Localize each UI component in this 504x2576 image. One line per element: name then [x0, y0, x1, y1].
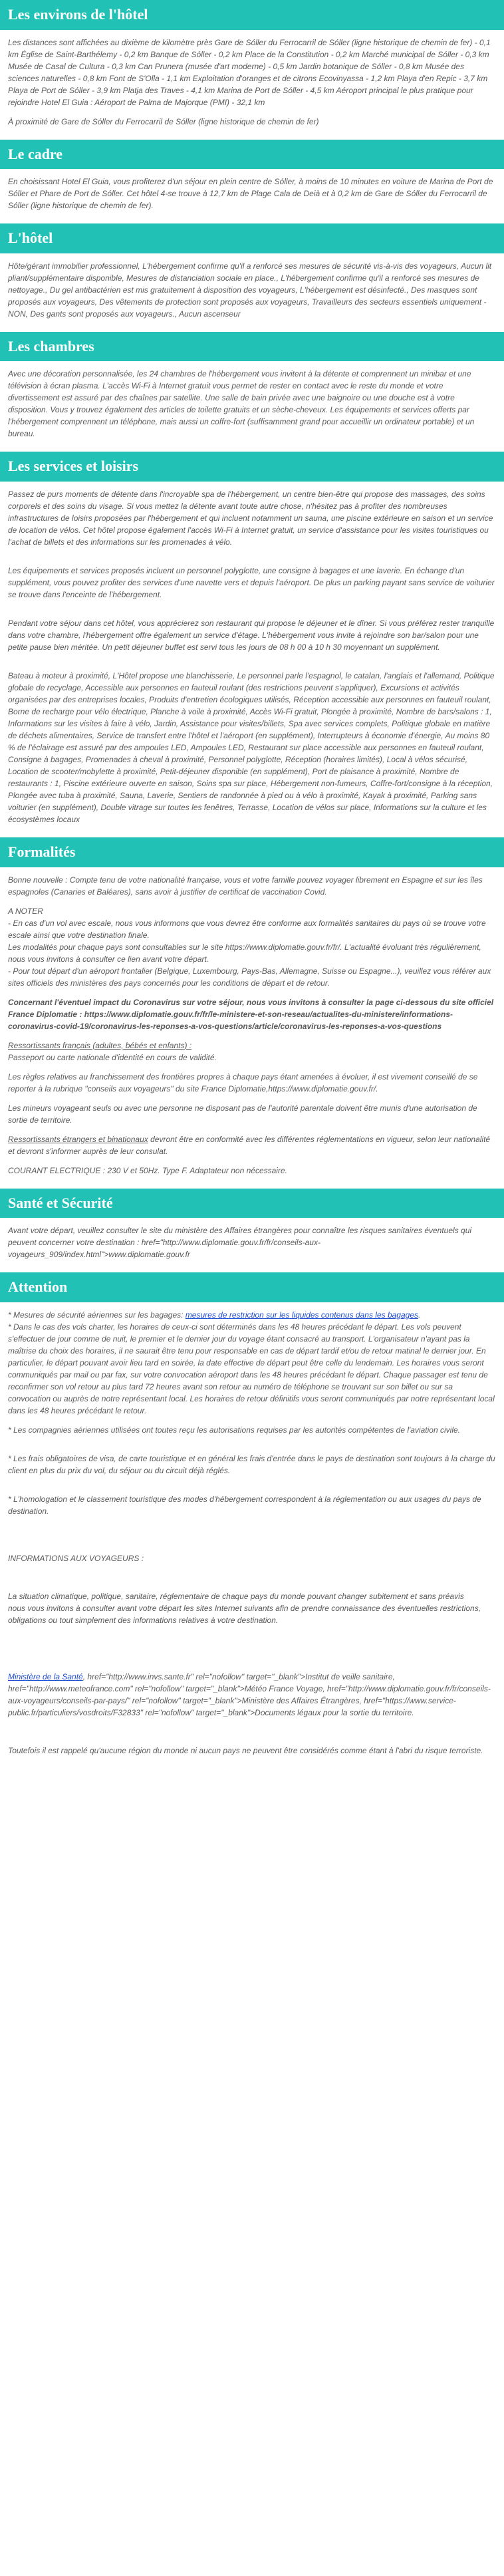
attention-airlines: * Les compagnies aériennes utilisées ont toutes reçu les autorisations requises par les autorités compétentes de l'aviation civile.	[8, 1425, 460, 1435]
services-spa-text: Passez de purs moments de détente dans l'incroyable spa de l'hébergement, un centre bien-être qui propose des massages, des soins corporels et des soins du visage. Si vous mettez la détente avant toute autre chose, n'hésitez pas à profiter des nombreuses infrastructures de loisirs proposées par l'hébergement et qui incluent notamment un sauna, une piscine extérieure en saison et un service de location de vélos. Cet hôtel propose également l'accès Wi-Fi à Internet gratuit, un service d'assistance pour les visites touristiques ou l'achat de billets et des informations sur les promenades à vélo.	[8, 489, 493, 547]
section-attention	[0, 1272, 504, 1757]
attention-info-heading: INFORMATIONS AUX VOYAGEURS :	[8, 1553, 144, 1563]
sante-text: Avant votre départ, veuillez consulter le site du ministère des Affaires étrangères pour connaître les risques sanitaires éventuels qui peuvent concerner votre destination : href="http://www.diplomatie.gouv.fr/fr/conseils-aux-voyageurs_909/index.html">www.diplomatie.gouv.fr	[8, 1226, 472, 1260]
health-ministry-link[interactable]: Ministère de la Santé	[8, 1671, 83, 1681]
services-amenities-list: Bateau à moteur à proximité, L'Hôtel propose une blanchisserie, Le personnel parle l'espagnol, le catalan, l'anglais et l'allemand, Politique globale de recyclage, Accessible aux personnes en fauteuil roulant (des restrictions peuvent s'appliquer), Excursions et activités organisées par des entreprises locales, Produits d'entretien écologiques utilisés, Réception accessible aux personnes en fauteuil roulant, Borne de recharge pour vélo électrique, Planche à voile à proximité, Accès Wi-Fi gratuit, Plongée à proximité, Nombre de bars/salons : 1, Informations sur les visites à faire à vélo, Jardin, Assistance pour visites/billets, Spa avec services complets, Politique globale en matière de déchets alimentaires, Service de transfert entre l'hôtel et l'aéroport (en supplément), Interrupteurs à économie d'énergie, Au moins 80 % de l'éclairage est assuré par des ampoules LED, Ampoules LED, Restaurant sur place accessible aux personnes en fauteuil roulant, Consigne à bagages, Promenades à cheval à proximité, Personnel polyglotte, Réception (horaires limités), Local à vélos sécurisé, Location de scooter/mobylette à proximité, Petit-déjeuner disponible (en supplément), Port de plaisance à proximité, Nombre de restaurants : 1, Piscine extérieure ouverte en saison, Soins spa sur place, Hébergement non-fumeurs, Coffre-fort/consigne à la réception, Plongée avec tuba à proximité, Sauna, Laverie, Sentiers de randonnée à pied ou à vélo à proximité, Kayak à proximité, Parking sans voiturier (en supplément), Double vitrage sur toutes les fenêtres, Terrasse, Location de vélos sur place, Informations sur la culture et les écosystèmes locaux	[8, 670, 495, 824]
formalites-french-nationals-heading: Ressortissants français (adultes, bébés et enfants) :	[8, 1040, 192, 1050]
formalites-border-rules: Les règles relatives au franchissement des frontières propres à chaque pays étant amenées à évoluer, il est vivement conseillé de se reporter à la rubrique "conseils aux voyageurs" du site France Diplomatie,https://www.diplomatie.gouv.fr/.	[8, 1072, 478, 1093]
section-environs	[0, 0, 504, 128]
formalites-foreign-nationals-label: Ressortissants étrangers et binationaux	[8, 1134, 148, 1144]
section-cadre	[0, 140, 504, 212]
section-formalites	[0, 837, 504, 1177]
section-title-sante: Santé et Sécurité	[0, 1189, 504, 1218]
attention-baggage-text: * Mesures de sécurité aériennes sur les bagages:	[8, 1310, 186, 1320]
formalites-note-border-airport: - Pour tout départ d'un aéroport frontalier (Belgique, Luxembourg, Pays-Bas, Allemagne, Suisse ou Espagne...), veuillez vous référer aux sites officiels des ministères des pays concernés pour les conditions de départ et de retour.	[8, 966, 491, 988]
services-restaurant-text: Pendant votre séjour dans cet hôtel, vous apprécierez son restaurant qui propose le déjeuner et le dîner. Si vous préférez rester tranquille dans votre chambre, l'hébergement offre également un service d'étage. L'hébergement vous invite à rejoindre son bar/salon pour une petite pause bien méritée. Un petit déjeuner buffet est servi tous les jours de 08 h 00 à 10 h 30 moyennant un supplément.	[8, 618, 495, 652]
section-title-services: Les services et loisirs	[0, 452, 504, 482]
formalites-note-modalities: Les modalités pour chaque pays sont consultables sur le site https://www.diplomatie.gouv.fr/fr/. L'actualité évoluant très régulièrement, nous vous invitons à consulter ce lien avant votre départ.	[8, 942, 481, 964]
liquids-restriction-link[interactable]: mesures de restriction sur les liquides contenus dans les bagages	[185, 1310, 419, 1320]
formalites-foreign-nationals-text: devront être en conformité avec les différentes réglementations en vigueur, selon leur nationalité et devront s'informer auprès de leur consulat.	[8, 1134, 491, 1156]
formalites-foreign-nationals	[8, 1133, 496, 1157]
section-title-formalites: Formalités	[0, 837, 504, 867]
section-title-hotel: L'hôtel	[0, 223, 504, 253]
attention-visa-fees: * Les frais obligatoires de visa, de carte touristique et en général les frais d'entrée dans le pays de destination sont toujours à la charge du client en plus du prix du vol, du séjour ou du circuit déjà réglés.	[8, 1453, 495, 1475]
section-title-attention: Attention	[0, 1272, 504, 1302]
attention-situation-text: nous vous invitons à consulter avant votre départ les sites Internet suivants afin de prendre connaissance des éventuelles restrictions, obligations ou tout simplement des informations relatives à votre destination.	[8, 1603, 481, 1625]
cadre-text: En choisissant Hotel El Guia, vous profiterez d'un séjour en plein centre de Sóller, à moins de 10 minutes en voiture de Marina de Port de Sóller et Phare de Port de Sóller. Cet hôtel 4-se trouve à 12,7 km de Plage Cala de Deià et à 0,2 km de Gare de Sóller du Ferrocarril de Sóller (ligne historique de chemin de fer).	[8, 177, 493, 211]
environs-proximity: À proximité de Gare de Sóller du Ferrocarril de Sóller (ligne historique de chemin de fer)	[8, 116, 319, 126]
hotel-text: Hôte/gérant immobilier professionnel, L'hébergement confirme qu'il a renforcé ses mesures de sécurité vis-à-vis des voyageurs, Aucun lit pliant/supplémentaire disponible, Mesures de distanciation sociale en place., L'hébergement confirme qu'il a renforcé ses mesures de nettoyage., Du gel antibactérien est mis gratuitement à disposition des voyageurs, L'hébergement est désinfecté., Des masques sont proposés aux voyageurs, Des vêtements de protection sont proposés aux voyageurs, Travailleurs des secteurs essentiels uniquement - NON, Des gants sont proposés aux voyageurs., Aucun ascenseur	[8, 261, 492, 319]
attention-baggage-end: .	[418, 1310, 421, 1320]
formalites-coronavirus: Concernant l'éventuel impact du Coronavirus sur votre séjour, nous vous invitons à consulter la page ci-dessous du site officiel France Diplomatie : https://www.diplomatie.gouv.fr/fr/le-ministere-et-son-reseau/actualites-du-ministere/informations-coronavirus-covid-19/coronavirus-les-reponses-a-vos-questions/article/coronavirus-les-reponses-a-vos-questions	[8, 997, 494, 1031]
section-title-chambres: Les chambres	[0, 332, 504, 362]
attention-links-text: , href="http://www.invs.sante.fr" rel="nofollow" target="_blank">Institut de veille sanitaire, href="http://www.meteofrance.com" rel="nofollow" target="_blank">Météo France Voyage, href="http://www.diplomatie.gouv.fr/fr/conseils-aux-voyageurs/conseils-par-pays/" rel="nofollow" target="_blank">Ministère des Affaires Étrangères, href="https://www.service-public.fr/particuliers/vosdroits/F32833" rel="nofollow" target="_blank">Documents légaux pour la sortie du territoire.	[8, 1671, 491, 1717]
formalites-note-heading: A NOTER	[8, 906, 43, 916]
formalites-minors: Les mineurs voyageant seuls ou avec une personne ne disposant pas de l'autorité parentale doivent être munis d'une autorisation de sortie de territoire.	[8, 1103, 477, 1125]
attention-charter: * Dans le cas des vols charter, les horaires de ceux-ci sont déterminés dans les 48 heures précédant le départ. Les vols peuvent s'effectuer de jour comme de nuit, le premier et le dernier jour du voyage étant consacré au transport. L'organisateur n'ayant pas la maîtrise du choix des horaires, il ne saurait être tenu pour responsable en cas de départ tardif et/ou de retour matinal le dernier jour. En particulier, le départ pouvant avoir lieu tard en soirée, la date effective de départ peut être celle du lendemain. Les horaires vous seront communiqués par mail ou par fax, sur votre convocation aéroport dans les 48 heures précédant le départ. Chaque passager est tenu de reconfirmer son vol retour au plus tard 72 heures avant son retour au numéro de téléphone se trouvant sur son billet ou sur sa convocation ou auprès de notre représentant local. Les horaires de retour définitifs vous seront communiqués par notre représentant local dans les 48 heures précédant le retour.	[8, 1322, 495, 1415]
formalites-french-nationals-doc: Passeport ou carte nationale d'identité en cours de validité.	[8, 1052, 217, 1062]
environs-distances: Les distances sont affichées au dixième de kilomètre près Gare de Sóller du Ferrocarril de Sóller (ligne historique de chemin de fer) - 0,1 km Église de Saint-Barthélemy - 0,2 km Banque de Sóller - 0,2 km Place de la Constitution - 0,2 km Marché municipal de Sóller - 0,3 km Musée de Casal de Cultura - 0,3 km Can Prunera (musée d'art moderne) - 0,5 km Jardin botanique de Sóller - 0,8 km Musée des sciences naturelles - 0,8 km Font de S'Olla - 1,1 km Exploitation d'oranges et de citrons Ecovinyassa - 1,2 km Playa d'en Repic - 3,7 km Playa de Port de Sóller - 3,9 km Platja des Traves - 4,1 km Marina de Port de Sóller - 4,5 km Aéroport principal le plus pratique pour rejoindre Hotel El Guia : Aéroport de Palma de Majorque (PMI) - 32,1 km	[8, 37, 491, 107]
attention-baggage	[8, 1309, 496, 1321]
formalites-electric: COURANT ELECTRIQUE : 230 V et 50Hz. Type F. Adaptateur non nécessaire.	[8, 1165, 287, 1175]
section-services	[0, 452, 504, 825]
section-title-environs: Les environs de l'hôtel	[0, 0, 504, 30]
formalites-note-stopover: - En cas d'un vol avec escale, nous vous informons que vous devrez être conforme aux formalités sanitaires du pays où se trouve votre escale ainsi que votre destination finale.	[8, 918, 486, 940]
formalites-intro: Bonne nouvelle : Compte tenu de votre nationalité française, vous et votre famille pouvez voyager librement en Espagne et sur les îles espagnoles (Canaries et Baléares), sans avoir à justifier de certificat de vaccination Covid.	[8, 875, 483, 897]
attention-terrorism: Toutefois il est rappelé qu'aucune région du monde ni aucun pays ne peuvent être considérés comme étant à l'abri du risque terroriste.	[8, 1745, 483, 1755]
section-title-cadre: Le cadre	[0, 140, 504, 170]
chambres-text: Avec une décoration personnalisée, les 24 chambres de l'hébergement vous invitent à la détente et comprennent un minibar et une télévision à écran plasma. L'accès Wi-Fi à Internet gratuit vous permet de rester en contact avec le reste du monde et votre divertissement est assuré par des chaînes par satellite. Une salle de bain privée avec une baignoire ou une douche est à votre disposition. Vous y trouvez également des articles de toilette gratuits et un sèche-cheveux. Les équipements et services offerts par l'hébergement comprennent un téléphone, mais aussi un coffre-fort (suffisamment grand pour accueillir un ordinateur portable) et un bureau.	[8, 369, 475, 439]
attention-links	[8, 1671, 496, 1719]
attention-situation-intro: La situation climatique, politique, sanitaire, réglementaire de chaque pays du monde pouvant changer subitement et sans préavis	[8, 1591, 464, 1601]
attention-classification: * L'homologation et le classement touristique des modes d'hébergement correspondent à la réglementation ou aux usages du pays de destination.	[8, 1494, 481, 1516]
section-chambres	[0, 332, 504, 440]
section-sante	[0, 1189, 504, 1261]
services-equipment-text: Les équipements et services proposés incluent un personnel polyglotte, une consigne à bagages et une laverie. En échange d'un supplément, vous pouvez profiter des services d'une navette vers et depuis l'aéroport. De plus un parking payant sans service de voiturier se trouve dans l'enceinte de l'hébergement.	[8, 565, 495, 599]
section-hotel	[0, 223, 504, 320]
